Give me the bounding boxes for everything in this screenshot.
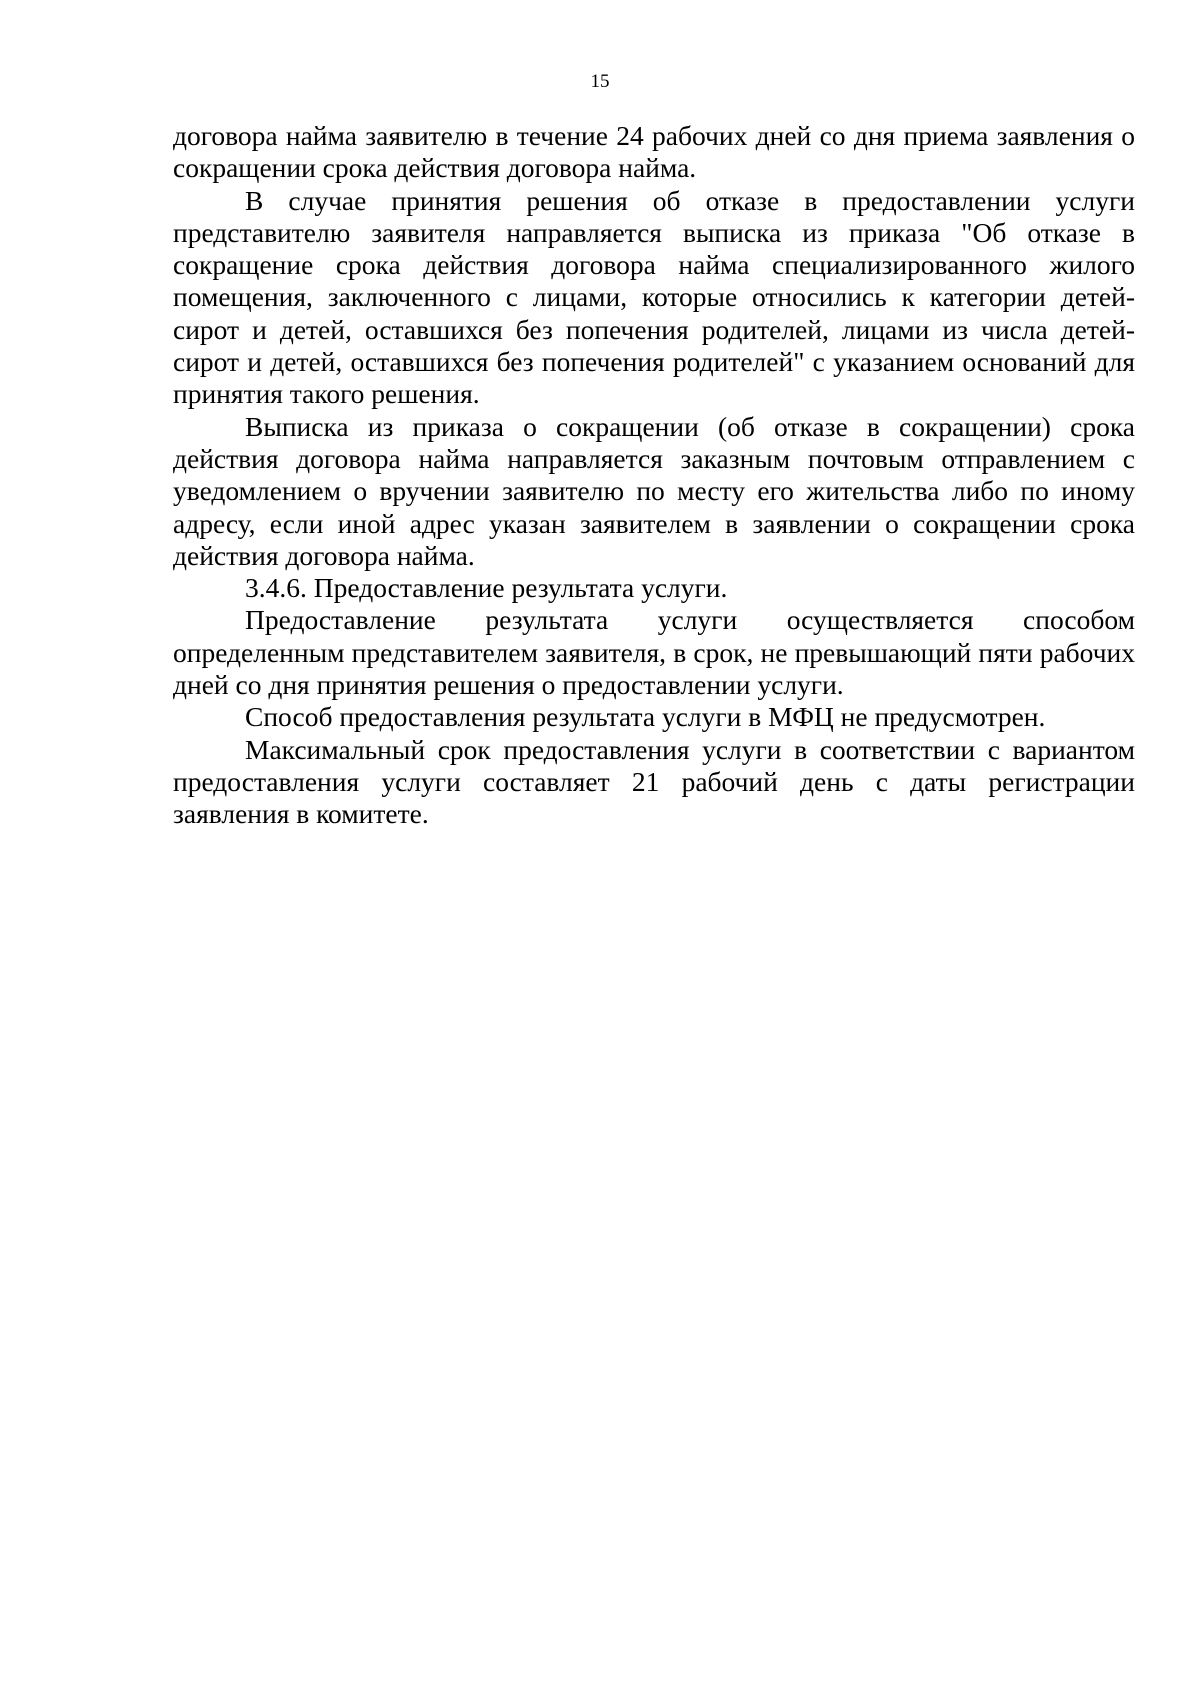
paragraph-mfc-not-provided: Способ предоставления результата услуги в МФЦ не предусмотрен. [245, 701, 1046, 733]
paragraph-order-extract-delivery: Выписка из приказа о сокращении (об отказе в сокращении) срока действия договора найма направляется заказным почтовым отправлением с уведомлением о вручении заявителю по месту его жительства либо по иному адресу, если иной адрес указан заявителем в заявлении о сокращении срока действия договора найма. [173, 410, 1135, 571]
paragraph-result-delivery-method: Предоставление результата услуги осуществляется способом определенным представителем заявителя, в срок, не превышающий пяти рабочих дней со дня принятия решения о предоставлении услуги. [173, 604, 1135, 701]
paragraph-continuation: договора найма заявителю в течение 24 рабочих дней со дня приема заявления о сокращении срока действия договора найма. [173, 120, 1135, 184]
page-number: 15 [590, 71, 610, 92]
section-heading-3-4-6: 3.4.6. Предоставление результата услуги. [245, 572, 728, 604]
document-body [173, 120, 1135, 831]
paragraph-maximum-term: Максимальный срок предоставления услуги в соответствии с вариантом предоставления услуги составляет 21 рабочий день с даты регистрации заявления в комитете. [173, 733, 1135, 830]
paragraph-refusal-decision: В случае принятия решения об отказе в предоставлении услуги представителю заявителя направляется выписка из приказа "Об отказе в сокращение срока действия договора найма специализированного жилого помещения, заключенного с лицами, которые относились к категории детей-сирот и детей, оставшихся без попечения родителей, лицами из числа детей-сирот и детей, оставшихся без попечения родителей" с указанием оснований для принятия такого решения. [173, 184, 1135, 410]
